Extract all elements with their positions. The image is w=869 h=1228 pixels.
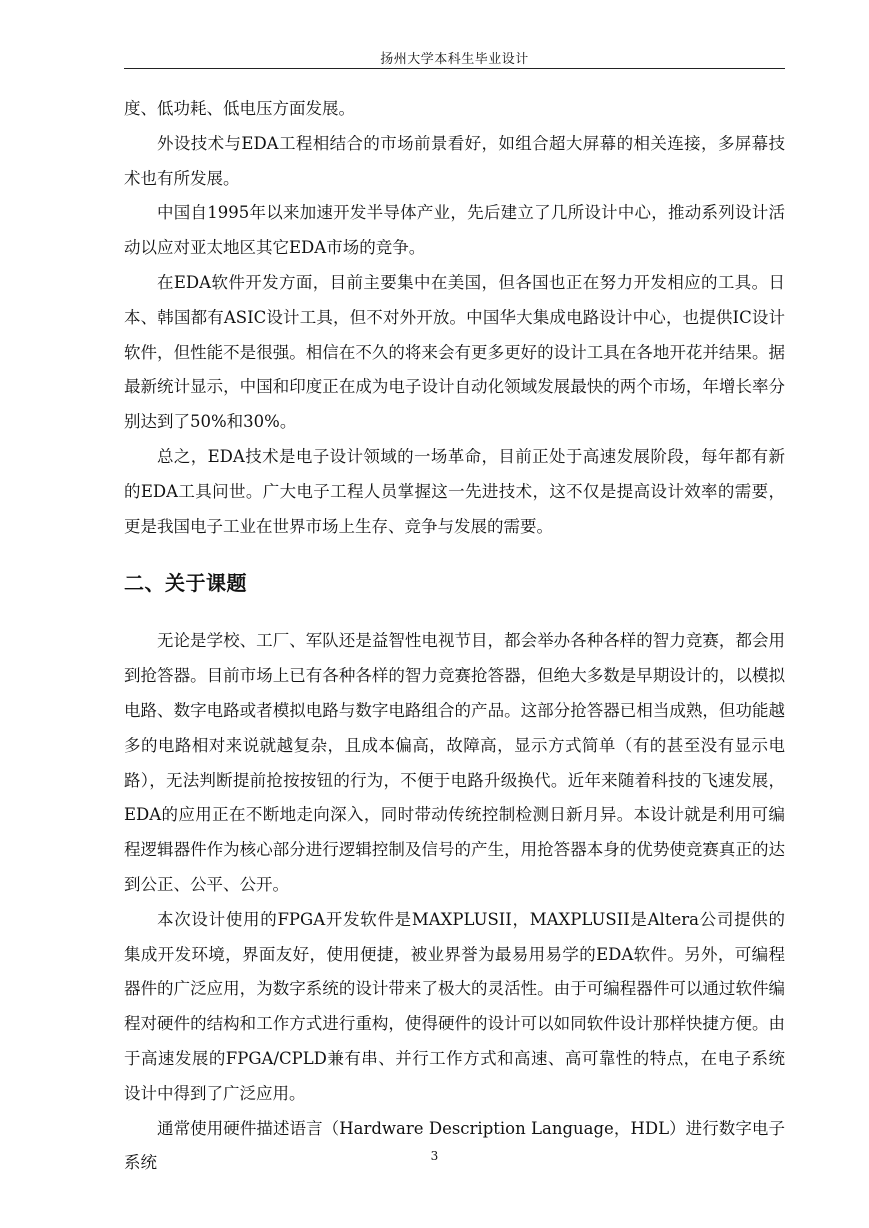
page-number: 3	[430, 1149, 439, 1163]
header-rule	[124, 68, 785, 69]
paragraph-responder-intro: 无论是学校、工厂、军队还是益智性电视节目，都会举办各种各样的智力竞赛，都会用到抢答器。目前市场上已有各种各样的智力竞赛抢答器，但绝大多数是早期设计的，以模拟电路、数字电路或者模拟电路与数字电路组合的产品。这部分抢答器已相当成熟，但功能越多的电路相对来说就越复杂，且成本偏高，故障高，显示方式简单（有的甚至没有显示电路），无法判断提前抢按按钮的行为，不便于电路升级换代。近年来随着科技的飞速发展，EDA的应用正在不断地走向深入，同时带动传统控制检测日新月异。本设计就是利用可编程逻辑器件作为核心部分进行逻辑控制及信号的产生，用抢答器本身的优势使竞赛真正的达到公正、公平、公开。	[124, 631, 785, 894]
paragraph-eda-software: 在EDA软件开发方面，目前主要集中在美国，但各国也正在努力开发相应的工具。日本、韩国都有ASIC设计工具，但不对外开放。中国华大集成电路设计中心，也提供IC设计软件，但性能不是很强。相信在不久的将来会有更多更好的设计工具在各地开花并结果。据最新统计显示，中国和印度正在成为电子设计自动化领域发展最快的两个市场，年增长率分别达到了50%和30%。	[124, 272, 785, 432]
paragraph-peripheral-tech: 外设技术与EDA工程相结合的市场前景看好，如组合超大屏幕的相关连接，多屏幕技术也有所发展。	[124, 133, 785, 188]
body-text	[124, 92, 785, 1181]
paragraph-hdl: 通常使用硬件描述语言（Hardware Description Language，HDL）进行数字电子系统	[124, 1118, 785, 1173]
running-header: 扬州大学本科生毕业设计	[380, 52, 529, 67]
paragraph-eda-summary: 总之，EDA技术是电子设计领域的一场革命，目前正处于高速发展阶段，每年都有新的EDA工具问世。广大电子工程人员掌握这一先进技术，这不仅是提高设计效率的需要，更是我国电子工业在世界市场上生存、竞争与发展的需要。	[124, 446, 785, 536]
paragraph-continuation: 度、低功耗、低电压方面发展。	[124, 99, 355, 118]
section-heading: 二、关于课题	[124, 571, 247, 596]
paragraph-fpga-software: 本次设计使用的FPGA开发软件是MAXPLUSII，MAXPLUSII是Altera公司提供的集成开发环境，界面友好，使用便捷，被业界誉为最易用易学的EDA软件。另外，可编程器件的广泛应用，为数字系统的设计带来了极大的灵活性。由于可编程器件可以通过软件编程对硬件的结构和工作方式进行重构，使得硬件的设计可以如同软件设计那样快捷方便。由于高速发展的FPGA/CPLD兼有串、并行工作方式和高速、高可靠性的特点，在电子系统设计中得到了广泛应用。	[124, 909, 785, 1103]
paragraph-china-industry: 中国自1995年以来加速开发半导体产业，先后建立了几所设计中心，推动系列设计活动以应对亚太地区其它EDA市场的竞争。	[124, 203, 785, 258]
